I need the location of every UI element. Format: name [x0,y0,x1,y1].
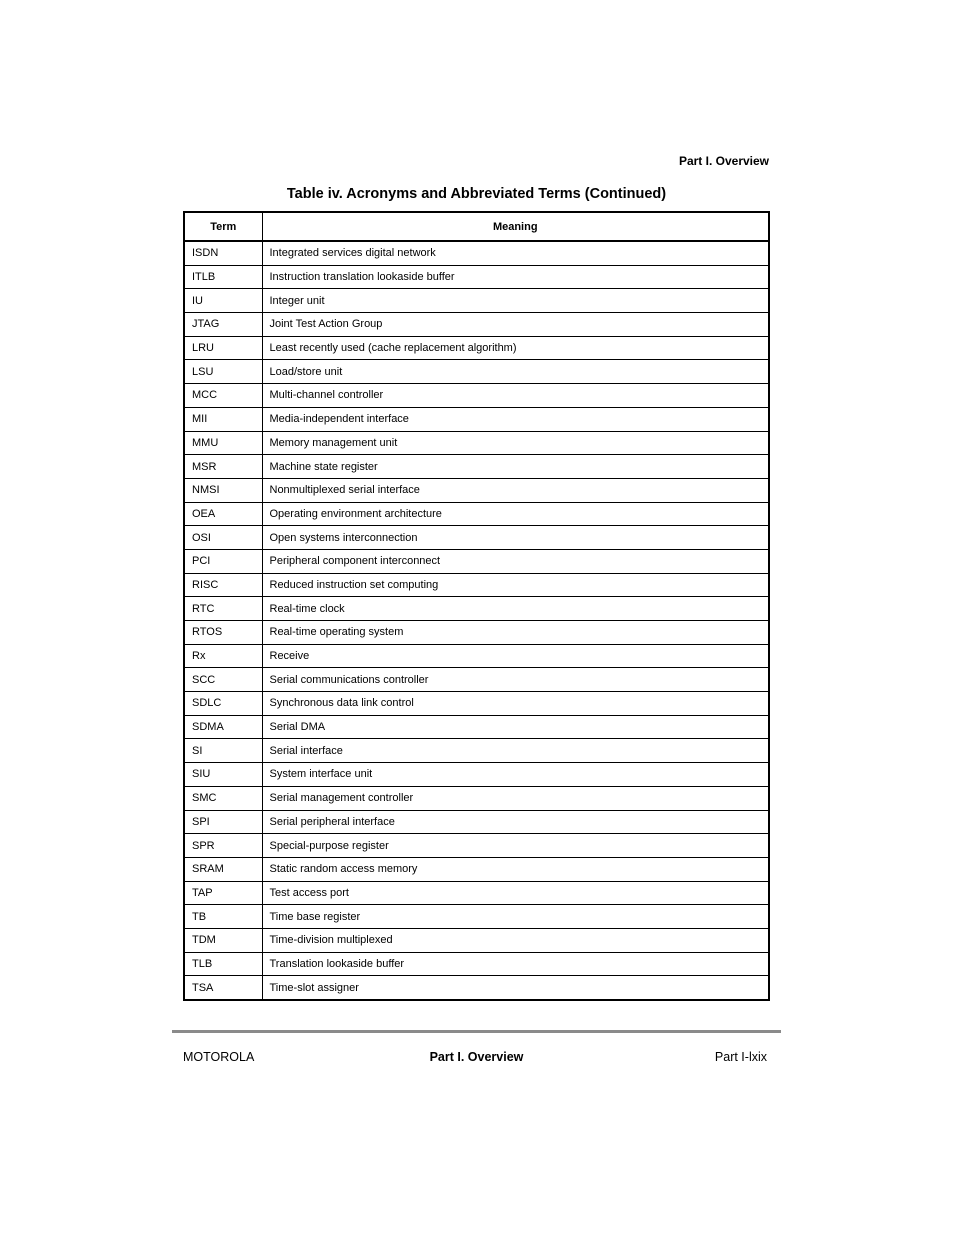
meaning-cell: Static random access memory [262,857,769,881]
footer-page-number: Part I-lxix [714,1050,767,1064]
term-cell: Rx [184,644,262,668]
term-cell: ISDN [184,241,262,265]
meaning-cell: Test access port [262,881,769,905]
table-row [184,407,769,431]
meaning-cell: Machine state register [262,455,769,479]
column-header-meaning: Meaning [262,212,769,241]
term-cell: RISC [184,573,262,597]
term-cell: MCC [184,384,262,408]
term-cell: OSI [184,526,262,550]
meaning-cell: Peripheral component interconnect [262,549,769,573]
table-row [184,455,769,479]
meaning-cell: Translation lookaside buffer [262,952,769,976]
meaning-cell: Receive [262,644,769,668]
table-row [184,763,769,787]
meaning-cell: Serial DMA [262,715,769,739]
term-cell: SPR [184,834,262,858]
term-cell: RTOS [184,621,262,645]
term-cell: LSU [184,360,262,384]
term-cell: SI [184,739,262,763]
meaning-cell: Integer unit [262,289,769,313]
term-cell: SPI [184,810,262,834]
table-row [184,360,769,384]
term-cell: SIU [184,763,262,787]
meaning-cell: Joint Test Action Group [262,313,769,337]
table-row [184,526,769,550]
meaning-cell: System interface unit [262,763,769,787]
meaning-cell: Time-slot assigner [262,976,769,1000]
table-row [184,573,769,597]
meaning-cell: Real-time clock [262,597,769,621]
meaning-cell: Operating environment architecture [262,502,769,526]
term-cell: IU [184,289,262,313]
meaning-cell: Serial interface [262,739,769,763]
term-cell: SDMA [184,715,262,739]
meaning-cell: Serial communications controller [262,668,769,692]
footer-section: Part I. Overview [429,1050,524,1064]
meaning-cell: Time-division multiplexed [262,928,769,952]
term-cell: TAP [184,881,262,905]
term-cell: TB [184,905,262,929]
meaning-cell: Serial management controller [262,786,769,810]
meaning-cell: Media-independent interface [262,407,769,431]
table-row [184,384,769,408]
table-row [184,668,769,692]
table-row [184,431,769,455]
table-row [184,289,769,313]
meaning-cell: Integrated services digital network [262,241,769,265]
meaning-cell: Reduced instruction set computing [262,573,769,597]
meaning-cell: Load/store unit [262,360,769,384]
term-cell: MMU [184,431,262,455]
meaning-cell: Memory management unit [262,431,769,455]
meaning-cell: Synchronous data link control [262,692,769,716]
table-row [184,621,769,645]
table-row [184,976,769,1000]
table-row [184,715,769,739]
table-row [184,336,769,360]
term-cell: TLB [184,952,262,976]
meaning-cell: Least recently used (cache replacement algorithm) [262,336,769,360]
meaning-cell: Instruction translation lookaside buffer [262,265,769,289]
table-header-row [184,212,769,241]
footer-divider [172,1030,781,1033]
table-row [184,241,769,265]
table-row [184,313,769,337]
term-cell: MII [184,407,262,431]
term-cell: ITLB [184,265,262,289]
term-cell: SCC [184,668,262,692]
column-header-term: Term [184,212,262,241]
table-row [184,857,769,881]
table-row [184,478,769,502]
acronyms-table [183,211,770,1001]
meaning-cell: Special-purpose register [262,834,769,858]
table-row [184,549,769,573]
term-cell: SDLC [184,692,262,716]
term-cell: OEA [184,502,262,526]
running-header: Part I. Overview [678,154,769,168]
term-cell: MSR [184,455,262,479]
meaning-cell: Real-time operating system [262,621,769,645]
table-row [184,905,769,929]
meaning-cell: Nonmultiplexed serial interface [262,478,769,502]
table-row [184,692,769,716]
table-row [184,810,769,834]
table-row [184,786,769,810]
meaning-cell: Serial peripheral interface [262,810,769,834]
term-cell: JTAG [184,313,262,337]
table-row [184,597,769,621]
table-body [184,241,769,1000]
table-row [184,739,769,763]
table-row [184,644,769,668]
table-row [184,502,769,526]
table-title: Table iv. Acronyms and Abbreviated Terms (Continued) [286,186,667,202]
meaning-cell: Time base register [262,905,769,929]
term-cell: RTC [184,597,262,621]
term-cell: TDM [184,928,262,952]
term-cell: PCI [184,549,262,573]
term-cell: LRU [184,336,262,360]
table-row [184,928,769,952]
term-cell: SMC [184,786,262,810]
meaning-cell: Multi-channel controller [262,384,769,408]
table-row [184,265,769,289]
table-row [184,834,769,858]
footer-publisher: MOTOROLA [183,1050,255,1064]
term-cell: TSA [184,976,262,1000]
table-row [184,881,769,905]
table-row [184,952,769,976]
term-cell: SRAM [184,857,262,881]
term-cell: NMSI [184,478,262,502]
meaning-cell: Open systems interconnection [262,526,769,550]
